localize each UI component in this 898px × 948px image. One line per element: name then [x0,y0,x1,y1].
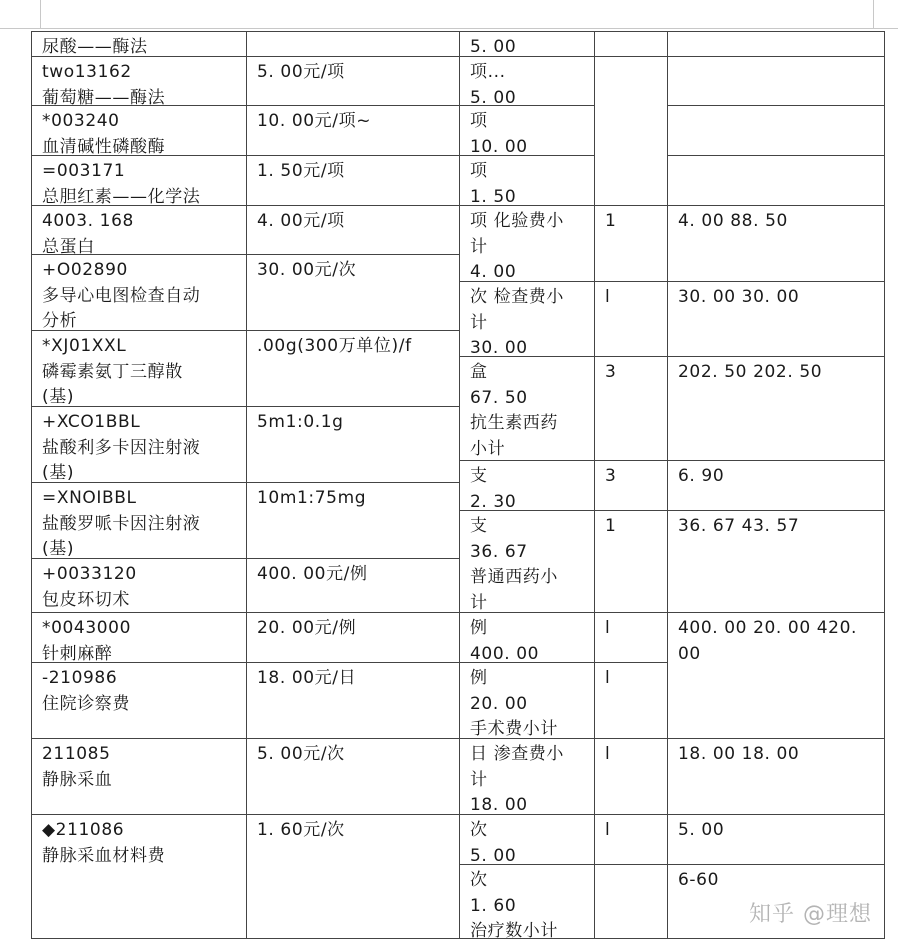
table-cell-quantity: l [594,612,667,662]
table-cell-price: 5. 00元/次 [246,738,459,814]
table-cell-item: ◆211086 静脉采血材料费 [31,814,246,938]
table-cell-total: 4. 00 88. 50 [667,205,885,281]
table-cell-total: 202. 50 202. 50 [667,356,885,460]
table-cell-quantity: 1 [594,205,667,281]
table-cell-price: 1. 50元/项 [246,155,459,205]
table-cell-price: 30. 00元/次 [246,254,459,330]
table-cell-unit-amount: 次 5. 00 [459,814,594,864]
table-cell-quantity [594,56,667,205]
table-cell-total [667,105,885,155]
table-cell-item: =XNOIBBL 盐酸罗哌卡因注射液 (基) [31,482,246,558]
table-cell-unit-amount: 次 1. 60 治疗数小计 [459,864,594,938]
table-cell-quantity: 1 [594,510,667,612]
table-cell-item: 尿酸——酶法 [31,31,246,56]
table-cell-price: 400. 00元/例 [246,558,459,612]
table-cell-unit-amount: 次 检查费小 计 30. 00 [459,281,594,356]
table-cell-item: *XJ01XXL 磷霉素氨丁三醇散 (基) [31,330,246,406]
table-cell-total [667,155,885,205]
table-cell-unit-amount: 例 400. 00 [459,612,594,662]
table-cell-item: two13162 葡萄糖——酶法 [31,56,246,105]
table-cell-item: *0043000 针刺麻醉 [31,612,246,662]
watermark: 知乎 @理想 [749,902,872,927]
table-cell-price: 20. 00元/例 [246,612,459,662]
table-cell-price: 10. 00元/项~ [246,105,459,155]
table-cell-item: 211085 静脉采血 [31,738,246,814]
table-cell-quantity [594,31,667,56]
table-cell-price: 18. 00元/日 [246,662,459,738]
table-cell-item: 4003. 168 总蛋白 [31,205,246,254]
table-cell-price: .00g(300万单位)/f [246,330,459,406]
table-cell-quantity [594,864,667,938]
table-cell-item: *003240 血清碱性磷酸酶 [31,105,246,155]
table-cell-price: 4. 00元/项 [246,205,459,254]
table-cell-quantity: l [594,662,667,738]
table-cell-total [667,31,885,56]
table-cell-quantity: l [594,738,667,814]
table-cell-quantity: 3 [594,460,667,510]
table-cell-price: 5. 00元/项 [246,56,459,105]
table-cell-total: 6-60 [667,864,885,938]
table-cell-total [667,56,885,105]
table-cell-item: +0033120 包皮环切术 [31,558,246,612]
table-cell-total: 400. 00 20. 00 420. 00 [667,612,885,738]
table-cell-total: 30. 00 30. 00 [667,281,885,356]
table-cell-unit-amount: 5. 00 [459,31,594,56]
table-cell-unit-amount: 项 1. 50 [459,155,594,205]
table-cell-total: 6. 90 [667,460,885,510]
table-cell-unit-amount: 盒 67. 50 抗生素西药 小计 [459,356,594,460]
table-cell-unit-amount: 项... 5. 00 [459,56,594,105]
table-cell-unit-amount: 支 36. 67 普通西药小 计 [459,510,594,612]
table-cell-item: -210986 住院诊察费 [31,662,246,738]
table-cell-quantity: l [594,814,667,864]
table-cell-unit-amount: 支 2. 30 [459,460,594,510]
table-cell-unit-amount: 日 渗查费小 计 18. 00 [459,738,594,814]
table-cell-price: 1. 60元/次 [246,814,459,938]
table-cell-unit-amount: 项 10. 00 [459,105,594,155]
table-cell-total: 36. 67 43. 57 [667,510,885,612]
table-cell-item: =003171 总胆红素——化学法 [31,155,246,205]
table-cell-price: 10m1:75mg [246,482,459,558]
table-bottom-border [31,938,885,939]
table-cell-total: 5. 00 [667,814,885,864]
table-cell-unit-amount: 例 20. 00 手术费小计 [459,662,594,738]
table-cell-price: 5m1:0.1g [246,406,459,482]
table-cell-price [246,31,459,56]
table-cell-unit-amount: 项 化验费小 计 4. 00 [459,205,594,281]
table-cell-quantity: 3 [594,356,667,460]
table-cell-quantity: l [594,281,667,356]
table-cell-item: +XCO1BBL 盐酸利多卡因注射液 (基) [31,406,246,482]
table-cell-item: +O02890 多导心电图检查自动 分析 [31,254,246,330]
table-cell-total: 18. 00 18. 00 [667,738,885,814]
